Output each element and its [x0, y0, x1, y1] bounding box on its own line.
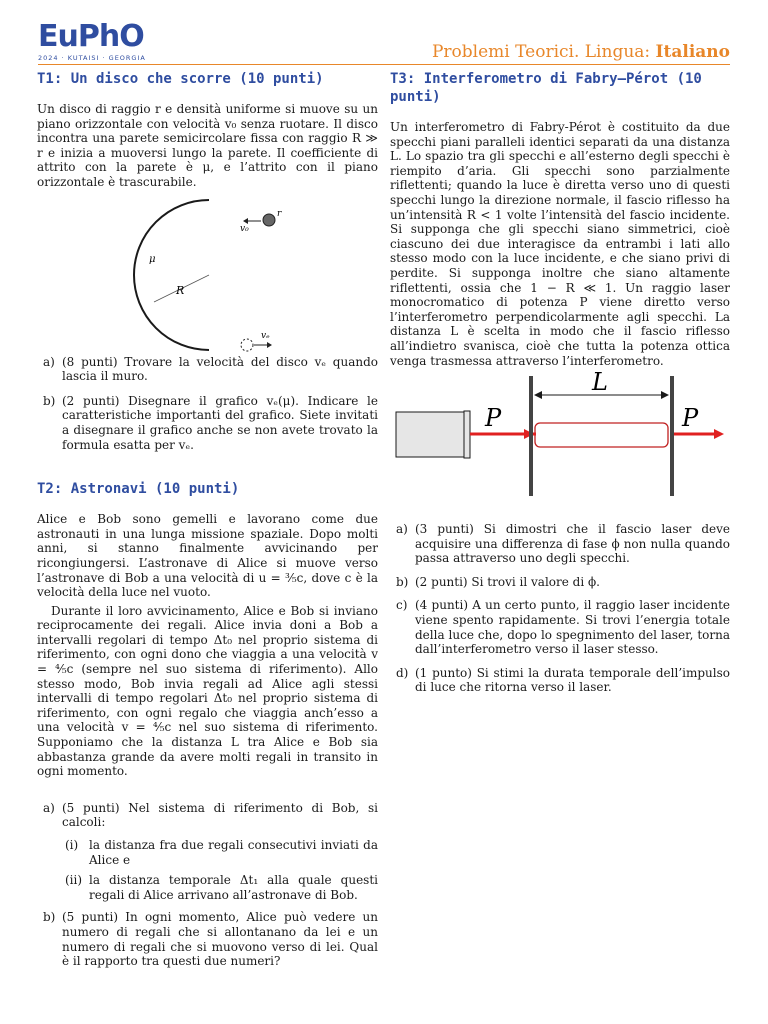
laser-aperture: [464, 411, 470, 458]
label-L: L: [592, 370, 608, 397]
t2-paragraph-2: Durante il loro avvicinamento, Alice e Bob si inviano reciprocamente dei regali. Alice invia doni a Bob a intervalli regolari di tempo Δt₀ nel proprio sistema di riferimento, con ogni dono che viaggia a una velocità v = ⁴⁄₅c (sempre nel suo sistema di riferimento). Allo stesso modo, Bob invia regali ad Alice agli stessi intervalli di tempo regolari Δt₀ nel proprio sistema di riferimento, con ogni regalo che viaggia anch’esso a una velocità v = ⁴⁄₅c nel suo sistema di riferimento. Supponiamo che la distanza L tra Alice e Bob sia abbastanza grande da avere molti regali in transito in ogni momento.: [37, 603, 378, 779]
t2-title: T2: Astronavi (10 punti): [37, 481, 240, 498]
t2-question-a-ii: (ii) la distanza temporale Δt₁ alla quale questi regali di Alice arrivano all’astronave di Bob.: [65, 873, 378, 902]
label-R: R: [176, 283, 185, 297]
label-r: r: [277, 208, 282, 219]
semicircle-wall: [134, 200, 209, 350]
t1-figure: [37, 190, 378, 355]
t1-question-a: a) (8 punti) Trovare la velocità del disco vₑ quando lascia il muro.: [43, 354, 378, 384]
t3-question-a: a) (3 punti) Si dimostri che il fascio laser deve acquisire una differenza di fase ϕ non nulla quando passa attraverso uno degli specchi.: [396, 522, 730, 566]
disc-initial: [263, 214, 275, 226]
header-divider: [38, 64, 730, 65]
t2-question-a-i: (i) la distanza fra due regali consecutivi inviati da Alice e: [65, 838, 378, 867]
logo-subtitle: 2024 · KUTAISI · GEORGIA: [38, 54, 146, 62]
t3-question-c: c) (4 punti) A un certo punto, il raggio laser incidente viene spento rapidamente. Si trovi l’energia totale della luce che, dopo lo spegnimento del laser, torna dall’interferometro verso il laser stesso.: [396, 598, 730, 657]
length-arrowhead-left: [534, 391, 542, 399]
t1-question-b: b) (2 punti) Disegnare il grafico vₑ(μ). Indicare le caratteristiche importanti del grafico. Siete invitati a disegnare il grafico anche se non avete trovato la formula esatta per vₑ.: [43, 393, 378, 452]
label-v0: v₀: [240, 223, 249, 234]
header-title-prefix: Problemi Teorici. Lingua:: [431, 42, 656, 62]
page-header-title: [432, 42, 730, 62]
label-P-in: P: [485, 404, 502, 433]
beam-out-arrowhead: [714, 429, 724, 439]
ve-arrowhead: [267, 342, 272, 348]
t3-question-b: b) (2 punti) Si trovi il valore di ϕ.: [396, 574, 600, 589]
t2-question-b: b) (5 punti) In ogni momento, Alice può vedere un numero di regali che si allontanano da lei e un numero di regali che si muovono verso di lei. Qual è il rapporto tra questi due numeri?: [43, 910, 378, 969]
header-language: Italiano: [655, 42, 730, 62]
laser-box: [396, 412, 464, 457]
disc-final: [241, 339, 253, 351]
cavity-field: [535, 423, 668, 447]
left-column: [37, 70, 378, 969]
logo-text: EuPhO: [38, 19, 144, 54]
label-P-out: P: [682, 404, 699, 433]
euphO-logo: [38, 19, 146, 62]
t3-title: T3: Interferometro di Fabry–Pérot (10 punti): [390, 71, 702, 105]
t1-intro: Un disco di raggio r e densità uniforme si muove su un piano orizzontale con velocità v₀ senza ruotare. Il disco incontra una parete semicircolare fissa con raggio R ≫ r e inizia a muoversi lungo la parete. Il coefficiente di attrito con la parete è μ, e l’attrito con il piano orizzontale è trascurabile.: [37, 102, 378, 189]
t3-intro: Un interferometro di Fabry-Pérot è costituito da due specchi piani paralleli identici separati da una distanza L. Lo spazio tra gli specchi e all’esterno degli specchi è riempito d’aria. Gli specchi sono parzialmente riflettenti; quando la luce è diretta verso uno di questi specchi lungo la direzione normale, il fascio riflesso ha un’intensità R < 1 volte l’intensità del fascio incidente. Si supponga che gli specchi siano simmetrici, cioè ciascuno dei due interagisce da entrambi i lati allo stesso modo con la luce incidente, e che siano privi di perdite. Si supponga inoltre che siano altamente riflettenti, ossia che 1 − R ≪ 1. Un raggio laser monocromatico di potenza P viene diretto verso l’interferometro perpendicolarmente agli specchi. La distanza L è scelta in modo che il fascio riflesso all’indietro svanisca, cioè che tutta la potenza ottica venga trasmessa attraverso l’interferometro.: [390, 120, 730, 368]
t2-paragraph-1: Alice e Bob sono gemelli e lavorano come due astronauti in una lunga missione spaziale. Dopo molti anni, si stanno finalmente avvicinando per ricongiungersi. L’astronave di Alice si muove verso l’astronave di Bob a una velocità di u = ³⁄₅c, dove c è la velocità della luce nel vuoto.: [37, 512, 378, 600]
t3-figure: [390, 370, 730, 510]
label-ve: vₑ: [261, 330, 270, 341]
t2-question-a: a) (5 punti) Nel sistema di riferimento di Bob, si calcoli:: [43, 800, 378, 830]
label-mu: μ: [149, 253, 156, 265]
t1-title: T1: Un disco che scorre (10 punti): [37, 71, 324, 87]
length-arrowhead-right: [661, 391, 669, 399]
t3-question-d: d) (1 punto) Si stimi la durata temporale dell’impulso di luce che ritorna verso il laser.: [396, 665, 730, 695]
right-column: [390, 70, 730, 695]
